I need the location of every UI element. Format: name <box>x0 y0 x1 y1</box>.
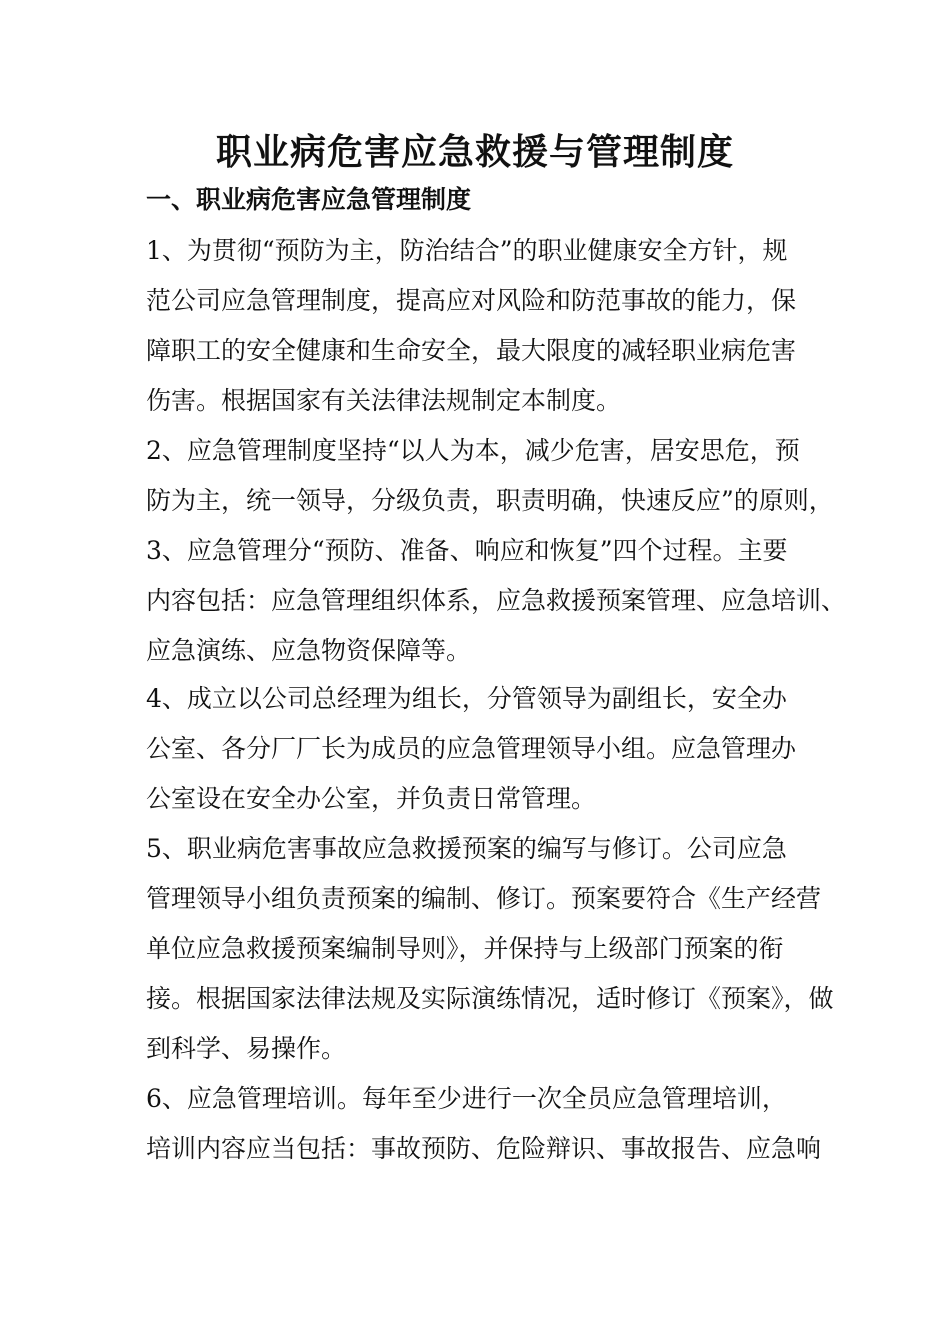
paragraph-line: 5、职业病危害事故应急救援预案的编写与修订。公司应急 <box>146 834 787 863</box>
paragraph-6 <box>146 1074 822 1174</box>
paragraph-line: 3、应急管理分“预防、准备、响应和恢复”四个过程。主要 <box>146 536 788 565</box>
section-heading: 一、职业病危害应急管理制度 <box>146 185 472 214</box>
paragraph-line: 管理领导小组负责预案的编制、修订。预案要符合《生产经营 <box>146 884 822 913</box>
paragraph-line: 公室设在安全办公室，并负责日常管理。 <box>146 784 597 813</box>
paragraph-line: 公室、各分厂厂长为成员的应急管理领导小组。应急管理办 <box>146 734 797 763</box>
paragraph-3 <box>146 526 847 676</box>
paragraph-line: 1、为贯彻“预防为主，防治结合”的职业健康安全方针，规 <box>146 236 788 265</box>
paragraph-line: 单位应急救援预案编制导则》，并保持与上级部门预案的衔 <box>146 934 784 963</box>
paragraph-4 <box>146 674 806 824</box>
document-title: 职业病危害应急救援与管理制度 <box>215 131 734 173</box>
paragraph-line: 接。根据国家法律法规及实际演练情况，适时修订《预案》，做 <box>146 984 834 1013</box>
paragraph-line: 范公司应急管理制度，提高应对风险和防范事故的能力，保 <box>146 286 797 315</box>
paragraph-line: 伤害。根据国家有关法律法规制定本制度。 <box>146 386 622 415</box>
paragraph-line: 培训内容应当包括：事故预防、危险辩识、事故报告、应急响 <box>146 1134 822 1163</box>
paragraph-line: 内容包括：应急管理组织体系，应急救援预案管理、应急培训、 <box>146 586 847 615</box>
paragraph-line: 障职工的安全健康和生命安全，最大限度的减轻职业病危害 <box>146 336 797 365</box>
paragraph-line: 2、应急管理制度坚持“以人为本，减少危害，居安思危，预 <box>146 436 800 465</box>
paragraph-2 <box>146 426 834 526</box>
paragraph-line: 4、成立以公司总经理为组长，分管领导为副组长，安全办 <box>146 684 787 713</box>
paragraph-line: 应急演练、应急物资保障等。 <box>146 636 472 665</box>
paragraph-1 <box>146 226 806 426</box>
paragraph-line: 到科学、易操作。 <box>146 1034 347 1063</box>
paragraph-5 <box>146 824 834 1074</box>
paragraph-line: 6、应急管理培训。每年至少进行一次全员应急管理培训， <box>146 1084 787 1113</box>
paragraph-line: 防为主，统一领导，分级负责，职责明确，快速反应”的原则， <box>146 486 834 515</box>
